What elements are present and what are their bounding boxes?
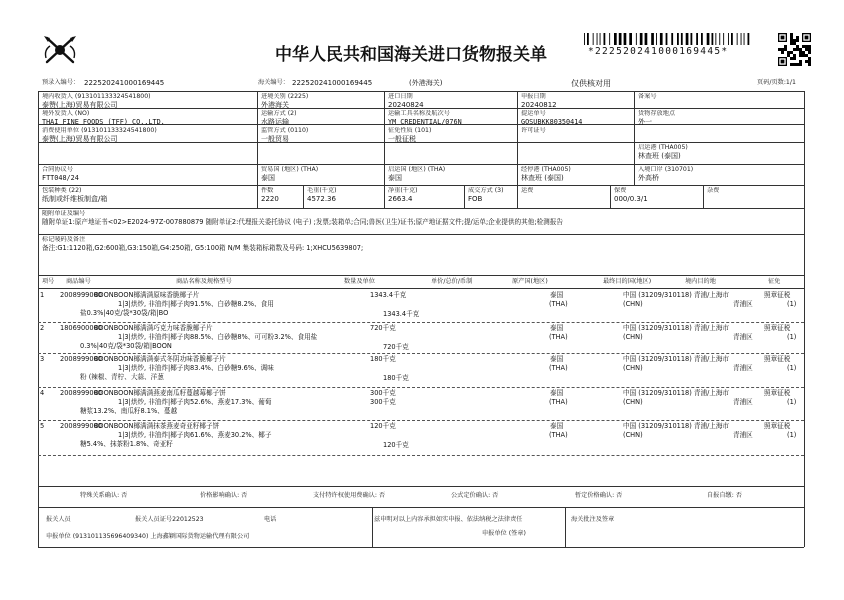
qr-module xyxy=(781,48,784,51)
transport-value: 水路运输 xyxy=(261,118,289,126)
goods-name-line1: BOONBOON椰满满原味香脆椰子片 xyxy=(94,291,200,299)
storage-value: 外一 xyxy=(638,118,652,126)
goods-dest-code: (CHN) xyxy=(623,333,643,341)
barcode-bar xyxy=(696,33,698,45)
declare-date-label: 申报日期 xyxy=(521,93,546,100)
insurance-label: 保费 xyxy=(614,187,627,194)
transport-cell xyxy=(261,110,296,127)
transit-port-label: 经停港 (THA005) xyxy=(521,166,571,173)
price-effect-confirm: 价格影响确认: 否 xyxy=(200,492,248,499)
barcode-bar xyxy=(629,33,632,45)
trade-country-value: 泰国 xyxy=(261,174,275,182)
goods-name-line2: 1|3|烘炒, 非油炸|椰子肉83.4%、白砂糖9.6%、调味 xyxy=(118,364,274,372)
pieces-label: 件数 xyxy=(261,187,274,194)
special-relation-confirm: 特殊关系确认: 否 xyxy=(80,492,128,499)
goods-dest-country: 中国 (31209/310118) 青浦/上海市 xyxy=(623,389,730,397)
col-code: 商品编号 xyxy=(66,278,91,285)
goods-code: 2008999000 xyxy=(60,291,102,299)
goods-dest-code: (CHN) xyxy=(623,431,643,439)
qr-module xyxy=(787,54,790,57)
misc-label: 杂费 xyxy=(707,187,720,194)
goods-qty-tertiary: 180千克 xyxy=(383,374,409,382)
goods-origin-code: (THA) xyxy=(549,364,568,372)
verify-note: 仅供核对用 xyxy=(571,79,611,88)
qr-module xyxy=(790,63,793,66)
barcode-bar xyxy=(686,33,689,45)
contract-value: FTT048/24 xyxy=(42,174,79,182)
vessel-label: 运输工具名称及航次号 xyxy=(388,110,450,117)
goods-qty-primary: 120千克 xyxy=(370,422,396,430)
qr-module xyxy=(802,54,805,57)
supervision-label: 监管方式 (0110) xyxy=(261,127,309,134)
qr-finder xyxy=(805,36,809,40)
goods-code: 1806900000 xyxy=(60,324,102,332)
goods-dest-code: (CHN) xyxy=(623,300,643,308)
consignor-label: 境外发货人 (NO) xyxy=(42,110,90,117)
goods-qty-tertiary: 720千克 xyxy=(383,343,409,351)
supervision-cell xyxy=(261,127,308,144)
qr-module xyxy=(808,57,811,60)
barcode-bar xyxy=(614,33,617,45)
goods-dest-district: 青浦区 xyxy=(733,398,753,406)
bl-cell xyxy=(521,110,582,127)
qr-module xyxy=(796,48,799,51)
transport-label: 运输方式 (2) xyxy=(261,110,297,117)
declarant-label: 报关人员 xyxy=(46,516,71,523)
col-name: 商品名称及规格型号 xyxy=(176,278,232,285)
col-qty: 数量及单位 xyxy=(344,278,375,285)
barcode-bar xyxy=(645,33,648,45)
import-date-cell xyxy=(388,93,424,110)
goods-exempt-mode: 照章征税 xyxy=(764,389,791,397)
barcode-bar xyxy=(671,33,673,45)
departure-port-value: 林查班 (泰国) xyxy=(638,152,681,160)
misc-cell xyxy=(707,187,719,195)
goods-name-line3: 粉 (辣椒、青柠、大蒜、洋葱 xyxy=(80,373,164,381)
barcode-bar xyxy=(712,33,714,45)
qr-finder xyxy=(781,36,785,40)
goods-origin-code: (THA) xyxy=(549,431,568,439)
barcode-bar xyxy=(707,33,710,45)
levy-label: 征免性质 (101) xyxy=(388,127,432,134)
marks-label: 标记唛码及备注 xyxy=(42,236,86,243)
barcode-bar xyxy=(619,33,622,45)
qr-module xyxy=(793,57,796,60)
form-title: 中华人民共和国海关进口货物报关单 xyxy=(275,45,547,65)
legal-statement: 兹申明对以上内容承担如实申报、依法纳税之法律责任 xyxy=(374,516,523,523)
qr-finder xyxy=(781,60,785,64)
goods-name-line2: 1|3|烘炒, 非油炸|椰子肉52.6%、燕麦17.3%、葡萄 xyxy=(118,398,272,406)
barcode-bar xyxy=(593,33,594,45)
import-date-value: 20240824 xyxy=(388,101,424,109)
import-date-label: 进口日期 xyxy=(388,93,413,100)
goods-origin-country: 泰国 xyxy=(550,422,564,430)
qr-module xyxy=(802,45,805,48)
barcode-bar xyxy=(744,33,745,45)
barcode-bar xyxy=(701,33,703,45)
barcode-bar xyxy=(640,33,643,45)
barcode-text: *222520241000169445* xyxy=(588,46,729,57)
customs-no-label: 海关编号： xyxy=(258,79,289,86)
qr-module xyxy=(790,51,793,54)
origin-country-value: 泰国 xyxy=(388,174,402,182)
goods-name-line1: BOONBOON椰满满抹茶燕麦奇亚籽椰子饼 xyxy=(94,422,220,430)
net-weight-value: 2663.4 xyxy=(388,195,413,203)
customs-emblem-icon xyxy=(40,32,80,68)
goods-name-line3: 盐0.3%|40克/袋*30袋/箱|BO xyxy=(80,309,169,317)
qr-module xyxy=(790,39,793,42)
qr-module xyxy=(805,54,808,57)
departure-port-label: 启运港 (THA005) xyxy=(638,144,688,151)
qr-module xyxy=(793,42,796,45)
goods-item-no: 1 xyxy=(40,291,45,299)
goods-item-no: 4 xyxy=(40,389,45,397)
barcode-bar xyxy=(715,33,716,45)
col-origin: 原产国(地区) xyxy=(512,278,548,285)
goods-name-line2: 1|3|烘炒, 非油炸|椰子肉91.5%、白砂糖8.2%、食用 xyxy=(118,300,274,308)
goods-name-line3: 糖浆13.2%、南瓜籽8.1%、蔓越 xyxy=(80,407,178,415)
goods-qty-primary: 180千克 xyxy=(370,355,396,363)
bl-label: 提运单号 xyxy=(521,110,546,117)
net-weight-label: 净重(千克) xyxy=(388,187,418,194)
qr-module xyxy=(805,48,808,51)
goods-exempt-code: (1) xyxy=(787,431,797,439)
barcode-bar xyxy=(636,33,637,45)
marks-cell xyxy=(42,236,802,253)
goods-row-separator xyxy=(38,322,804,323)
consignor-value: THAI FINE FOODS (TFF) CO.,LTD. xyxy=(42,118,165,126)
contract-cell xyxy=(42,166,79,183)
record-label: 备案号 xyxy=(638,93,657,100)
storage-label: 货物存放地点 xyxy=(638,110,676,117)
goods-dest-district: 青浦区 xyxy=(733,333,753,341)
marks-value: 备注:G1:1120箱,G2:600箱,G3:150箱,G4:250箱, G5:100箱 N/M 集装箱标箱数及号码: 1;XHCU5639807; xyxy=(42,244,364,252)
net-weight-cell xyxy=(388,187,418,204)
goods-dest-country: 中国 (31209/310118) 青浦/上海市 xyxy=(623,324,730,332)
qr-module xyxy=(793,39,796,42)
royalty-confirm: 支付特许权使用费确认: 否 xyxy=(313,492,386,499)
documents-value: 随附单证1:原产地证书<02>E2024-97Z-007880879 随附单证2:代理报关委托协议 (电子) ;发票;装箱单;合同;兽医(卫生)证书;原产地证据文件;提/运单;企业提供的其他;检测报告 xyxy=(42,218,563,226)
goods-name-line3: 0.3%|40克/袋*30袋/箱|BOON xyxy=(80,342,172,350)
goods-exempt-mode: 照章征税 xyxy=(764,324,791,332)
goods-exempt-mode: 照章征税 xyxy=(764,422,791,430)
qr-module xyxy=(781,51,784,54)
qr-module xyxy=(793,63,796,66)
trade-country-cell xyxy=(261,166,318,183)
provisional-price-confirm: 暂定价格确认: 否 xyxy=(575,492,623,499)
goods-exempt-code: (1) xyxy=(787,398,797,406)
goods-item-no: 3 xyxy=(40,355,45,363)
user-cell xyxy=(42,127,157,144)
customs-port: (外港海关) xyxy=(409,79,443,87)
barcode-bar xyxy=(728,33,729,45)
consignee-value: 泰赞(上海)贸易有限公司 xyxy=(42,101,118,109)
origin-country-label: 启运国 (地区) (THA) xyxy=(388,166,446,173)
levy-value: 一般征税 xyxy=(388,135,416,143)
declaring-unit: 申报单位 (913101135696409340) 上海鑫颖国际货物运输代理有限公司 xyxy=(46,533,250,540)
barcode-bar xyxy=(691,33,693,45)
license-cell xyxy=(521,127,546,135)
goods-item-no: 2 xyxy=(40,324,45,332)
documents-label: 随附单证及编号 xyxy=(42,210,86,217)
qr-module xyxy=(790,36,793,39)
transit-port-cell xyxy=(521,166,571,183)
entry-customs-value: 外港海关 xyxy=(261,101,289,109)
terms-label: 成交方式 (3) xyxy=(468,187,504,194)
pre-entry-number: 222520241000169445 xyxy=(84,79,165,87)
goods-name-line1: BOONBOON椰满满巧克力味香脆椰子片 xyxy=(94,324,213,332)
barcode-bar xyxy=(681,33,683,45)
qr-module xyxy=(802,51,805,54)
goods-qty-primary: 1343.4千克 xyxy=(370,291,407,299)
goods-dest-code: (CHN) xyxy=(623,398,643,406)
qr-module xyxy=(784,48,787,51)
entry-customs-label: 进境关别 (2225) xyxy=(261,93,309,100)
goods-exempt-code: (1) xyxy=(787,364,797,372)
supervision-value: 一般贸易 xyxy=(261,135,289,143)
storage-cell xyxy=(638,110,675,127)
origin-country-cell xyxy=(388,166,445,183)
goods-exempt-code: (1) xyxy=(787,333,797,341)
barcode-bar xyxy=(584,33,585,45)
self-pay-confirm: 自报自缴: 否 xyxy=(707,492,742,499)
qr-code xyxy=(778,33,811,66)
goods-row-separator xyxy=(38,455,804,456)
formula-price-confirm: 公式定价确认: 否 xyxy=(451,492,499,499)
goods-qty-secondary: 300千克 xyxy=(370,398,396,406)
qr-module xyxy=(796,39,799,42)
package-label: 包装种类 (22) xyxy=(42,187,82,194)
gross-weight-value: 4572.36 xyxy=(307,195,336,203)
trade-country-label: 贸易国 (地区) (THA) xyxy=(261,166,319,173)
goods-dest-district: 青浦区 xyxy=(733,364,753,372)
barcode-bar xyxy=(604,33,606,45)
levy-cell xyxy=(388,127,431,144)
pieces-cell xyxy=(261,187,279,204)
barcode-bar xyxy=(677,33,679,45)
freight-label: 运费 xyxy=(521,187,534,194)
qr-module xyxy=(805,60,808,63)
phone-label: 电话 xyxy=(264,516,277,523)
barcode-bar xyxy=(600,33,601,45)
goods-name-line1: BOONBOON椰满满泰式冬阴功味香脆椰子片 xyxy=(94,355,226,363)
qr-module xyxy=(799,48,802,51)
entry-customs-cell xyxy=(261,93,308,110)
barcode-bar xyxy=(666,33,668,45)
goods-dest-country: 中国 (31209/310118) 青浦/上海市 xyxy=(623,291,730,299)
qr-module xyxy=(778,48,781,51)
goods-dest-code: (CHN) xyxy=(623,364,643,372)
unit-seal-label: 申报单位 (签章) xyxy=(482,530,526,537)
goods-row-separator xyxy=(38,420,804,421)
qr-module xyxy=(796,63,799,66)
user-value: 泰赞(上海)贸易有限公司 xyxy=(42,135,118,143)
qr-module xyxy=(787,51,790,54)
goods-row-separator xyxy=(38,387,804,388)
goods-origin-code: (THA) xyxy=(549,398,568,406)
goods-dest-country: 中国 (31209/310118) 青浦/上海市 xyxy=(623,355,730,363)
entry-port-label: 入境口岸 (310701) xyxy=(638,166,694,173)
goods-qty-primary: 300千克 xyxy=(370,389,396,397)
goods-row-separator xyxy=(38,353,804,354)
consignee-cell xyxy=(42,93,151,110)
barcode-bar xyxy=(723,33,724,45)
qr-module xyxy=(793,48,796,51)
qr-module xyxy=(790,33,793,36)
goods-exempt-mode: 照章征税 xyxy=(764,355,791,363)
declare-date-cell xyxy=(521,93,557,110)
pre-entry-label: 预录入编号： xyxy=(42,79,80,86)
gross-weight-label: 毛重(千克) xyxy=(307,187,337,194)
goods-name-line2: 1|3|烘炒, 非油炸|椰子肉61.6%、燕麦30.2%、椰子 xyxy=(118,431,272,439)
barcode-bar xyxy=(741,33,742,45)
consignee-label: 境内收货人 (913101133324541800) xyxy=(42,93,151,100)
goods-qty-tertiary: 120千克 xyxy=(383,441,409,449)
col-dest-country: 最终目的国(地区) xyxy=(603,278,652,285)
page-count: 页码/页数:1/1 xyxy=(757,79,796,86)
contract-label: 合同协议号 xyxy=(42,166,73,173)
declarant-cert: 报关人员证号22012523 xyxy=(135,516,204,523)
goods-name-line2: 1|3|烘炒, 非油炸|椰子肉88.5%、白砂糖8%、可可粉3.2%、食用盐 xyxy=(118,333,318,341)
goods-origin-country: 泰国 xyxy=(550,355,564,363)
goods-dest-district: 青浦区 xyxy=(733,300,753,308)
customs-approval-label: 海关批注及签章 xyxy=(571,516,615,523)
qr-module xyxy=(808,60,811,63)
barcode-bar xyxy=(609,33,610,45)
col-exempt: 征免 xyxy=(768,278,781,285)
col-dest-place: 境内目的地 xyxy=(685,278,716,285)
documents-cell xyxy=(42,210,802,227)
goods-code: 2008999000 xyxy=(60,422,102,430)
terms-cell xyxy=(468,187,503,204)
pieces-value: 2220 xyxy=(261,195,279,203)
goods-origin-code: (THA) xyxy=(549,333,568,341)
goods-qty-tertiary: 1343.4千克 xyxy=(383,310,420,318)
departure-port-cell xyxy=(638,144,688,161)
qr-module xyxy=(808,48,811,51)
barcode-bar xyxy=(587,33,589,45)
goods-name-line3: 糖5.4%、抹茶粉1.8%、奇亚籽 xyxy=(80,440,173,448)
insurance-cell xyxy=(614,187,648,204)
goods-code: 2008999000 xyxy=(60,355,102,363)
qr-module xyxy=(799,60,802,63)
terms-value: FOB xyxy=(468,195,483,203)
barcode-bar xyxy=(748,33,750,45)
qr-module xyxy=(799,63,802,66)
vessel-cell xyxy=(388,110,462,127)
qr-module xyxy=(805,45,808,48)
goods-origin-code: (THA) xyxy=(549,300,568,308)
bl-value: GOSUBKK80350414 xyxy=(521,118,583,126)
qr-module xyxy=(808,45,811,48)
gross-weight-cell xyxy=(307,187,337,204)
barcode-bar xyxy=(719,33,720,45)
goods-dest-country: 中国 (31209/310118) 青浦/上海市 xyxy=(623,422,730,430)
goods-origin-country: 泰国 xyxy=(550,324,564,332)
col-price: 单价/总价/币制 xyxy=(431,278,473,285)
package-value: 纸制或纤维板制盒/箱 xyxy=(42,195,108,203)
entry-port-cell xyxy=(638,166,693,183)
entry-port-value: 外高桥 xyxy=(638,174,659,182)
consignor-cell xyxy=(42,110,165,127)
goods-origin-country: 泰国 xyxy=(550,291,564,299)
qr-module xyxy=(796,45,799,48)
goods-dest-district: 青浦区 xyxy=(733,431,753,439)
barcode-bar xyxy=(737,33,738,45)
insurance-value: 000/0.3/1 xyxy=(614,195,648,203)
vessel-value: YM CREDENTIAL/076N xyxy=(388,118,462,126)
customs-number: 222520241000169445 xyxy=(292,79,373,87)
barcode-bar xyxy=(651,33,654,45)
barcode-bar xyxy=(660,33,663,45)
col-item-no: 项号 xyxy=(42,278,55,285)
barcode-bar xyxy=(597,33,598,45)
qr-module xyxy=(799,51,802,54)
barcode-bar xyxy=(656,33,657,45)
goods-exempt-mode: 照章征税 xyxy=(764,291,791,299)
freight-cell xyxy=(521,187,533,195)
qr-module xyxy=(799,54,802,57)
qr-module xyxy=(796,36,799,39)
goods-exempt-code: (1) xyxy=(787,300,797,308)
qr-module xyxy=(790,57,793,60)
license-label: 许可证号 xyxy=(521,127,546,134)
goods-name-line1: BOONBOON椰满满燕麦南瓜籽蔓越莓椰子饼 xyxy=(94,389,226,397)
qr-module xyxy=(793,54,796,57)
barcode-bar xyxy=(731,33,733,45)
qr-module xyxy=(808,51,811,54)
goods-qty-primary: 720千克 xyxy=(370,324,396,332)
qr-module xyxy=(790,42,793,45)
qr-module xyxy=(808,63,811,66)
user-label: 消费使用单位 (913101133324541800) xyxy=(42,127,157,134)
record-cell xyxy=(638,93,657,101)
goods-origin-country: 泰国 xyxy=(550,389,564,397)
package-cell xyxy=(42,187,107,204)
barcode-bar xyxy=(624,33,627,45)
goods-code: 2008999000 xyxy=(60,389,102,397)
transit-port-value: 林查班 (泰国) xyxy=(521,174,564,182)
qr-module xyxy=(784,45,787,48)
declare-date-value: 20240812 xyxy=(521,101,557,109)
goods-item-no: 5 xyxy=(40,422,45,430)
